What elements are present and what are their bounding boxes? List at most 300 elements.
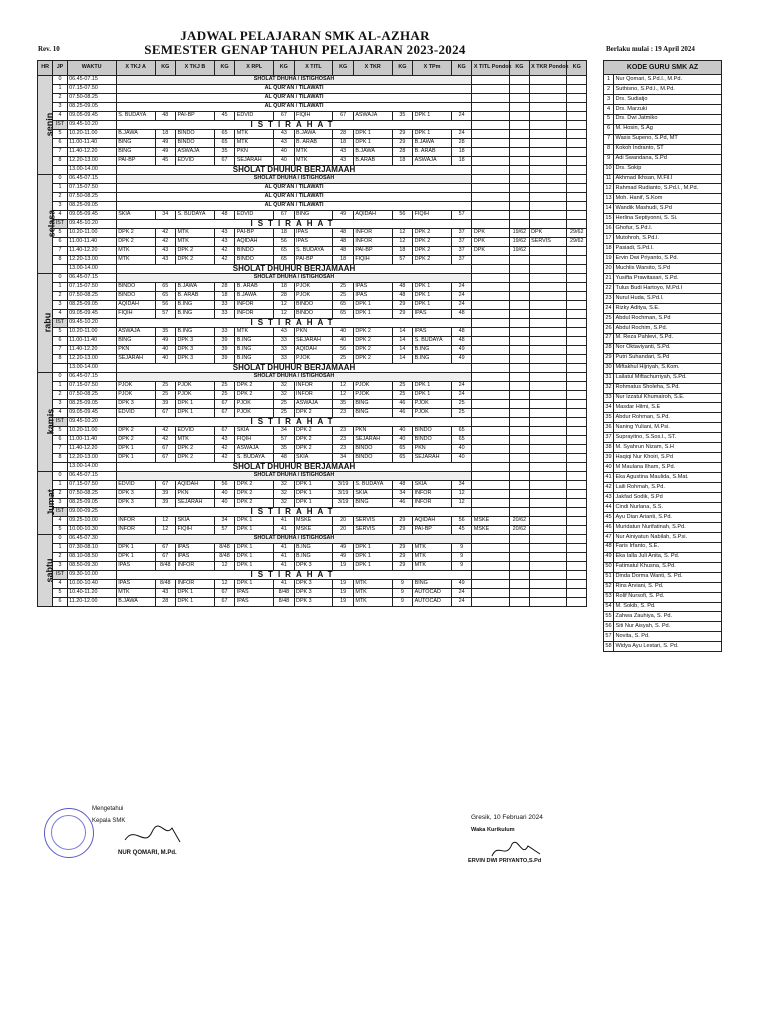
teacher-code-cell: 35: [214, 148, 234, 157]
teacher-code-cell: 12: [392, 229, 412, 238]
empty-cell: [472, 463, 510, 472]
teacher-name: Yusifta Prawitasari, S.Pd.: [614, 274, 722, 284]
teacher-name: Haqiqi Nur Khoiri, S.Pd: [614, 453, 722, 463]
subject-cell: B.ING: [175, 301, 214, 310]
subject-cell: [472, 355, 510, 364]
column-header: X TKJ A: [116, 61, 155, 76]
vice-name: ERVIN DWI PRIYANTO,S.Pd: [468, 858, 542, 864]
subject-cell: [472, 436, 510, 445]
subject-cell: INFOR: [235, 301, 274, 310]
teacher-code-cell: 35: [155, 328, 175, 337]
subject-cell: [472, 283, 510, 292]
subject-cell: DPK: [529, 229, 567, 238]
empty-cell: [510, 202, 529, 211]
teacher-code-cell: 65: [155, 283, 175, 292]
empty-cell: [529, 103, 567, 112]
schedule-row: [38, 292, 587, 301]
column-header: KG: [274, 61, 294, 76]
teacher-code-cell: 29/62: [567, 229, 587, 238]
teacher-code-cell: [567, 427, 587, 436]
subject-cell: [472, 337, 510, 346]
period-time: 07.15-07.50: [67, 283, 116, 292]
teacher-code-cell: 49: [155, 148, 175, 157]
empty-cell: [510, 571, 529, 580]
teacher-code-cell: 65: [274, 247, 294, 256]
teacher-name: Suthisno, S.Pd.I., M.Pd.: [614, 84, 722, 94]
teacher-name: Pasiadi, S.Pd.I.: [614, 244, 722, 254]
period-time: 11.00-11.40: [67, 436, 116, 445]
subject-cell: [529, 544, 567, 553]
subject-cell: DPK 1: [235, 562, 274, 571]
period-time: 11.20-12.00: [67, 598, 116, 607]
period-time: 11.40-12.20: [67, 445, 116, 454]
schedule-row: [38, 76, 587, 85]
subject-cell: PAI-BP: [116, 157, 155, 166]
teacher-code-title: KODE GURU SMK AZ: [604, 61, 722, 75]
teacher-code-cell: 67: [155, 544, 175, 553]
subject-cell: [529, 517, 567, 526]
teacher-code-cell: 19/62: [510, 247, 529, 256]
period-time: 06.45-07.15: [67, 274, 116, 283]
subject-cell: DPK 1: [294, 490, 333, 499]
teacher-code-cell: 18: [451, 157, 471, 166]
empty-cell: [510, 274, 529, 283]
subject-cell: ASWAJA: [175, 148, 214, 157]
subject-cell: ASWAJA: [353, 112, 392, 121]
period-time: 09.05-09.45: [67, 211, 116, 220]
empty-cell: [529, 463, 567, 472]
teacher-code-cell: [510, 301, 529, 310]
column-header: JP: [53, 61, 67, 76]
period-time: 13.00-14.00: [67, 463, 116, 472]
period-time: 09.05-09.45: [67, 409, 116, 418]
teacher-row: [604, 224, 722, 234]
subject-cell: B.ING: [235, 355, 274, 364]
teacher-code-cell: 67: [155, 553, 175, 562]
empty-cell: [529, 265, 567, 274]
teacher-number: 9: [604, 154, 614, 164]
subject-cell: DPK 2: [294, 436, 333, 445]
activity-cell: AL QUR'AN / TILAWATI: [116, 94, 472, 103]
subject-cell: DPK 1: [353, 310, 392, 319]
teacher-code-cell: 32: [274, 490, 294, 499]
period-time: 08.25-09.05: [67, 400, 116, 409]
empty-cell: [567, 319, 587, 328]
teacher-code-cell: 3/19: [333, 490, 353, 499]
teacher-row: [604, 333, 722, 343]
teacher-name: Abdul Rochman, S.Pd: [614, 313, 722, 323]
column-header: KG: [155, 61, 175, 76]
subject-cell: IPAS: [116, 562, 155, 571]
teacher-code-cell: [510, 211, 529, 220]
subject-cell: B.ARAB: [353, 157, 392, 166]
teacher-code-cell: [567, 355, 587, 364]
subject-cell: DPK 1: [116, 454, 155, 463]
teacher-code-cell: 34: [451, 481, 471, 490]
revision-label: Rev. 10: [38, 45, 60, 53]
teacher-code-cell: 48: [392, 292, 412, 301]
column-header: X RPL: [235, 61, 274, 76]
teacher-row: [604, 522, 722, 532]
subject-cell: [472, 598, 510, 607]
subject-cell: DPK 1: [235, 580, 274, 589]
empty-cell: [529, 193, 567, 202]
subject-cell: B.ING: [235, 346, 274, 355]
teacher-name: Adi Swandana, S.Pd: [614, 154, 722, 164]
period-time: 12.20-13.00: [67, 454, 116, 463]
empty-cell: [529, 571, 567, 580]
schedule-row: [38, 364, 587, 373]
schedule-row: [38, 94, 587, 103]
teacher-number: 6: [604, 124, 614, 134]
teacher-code-cell: [510, 481, 529, 490]
teacher-code-cell: 40: [274, 148, 294, 157]
teacher-row: [604, 214, 722, 224]
teacher-code-cell: [567, 409, 587, 418]
period-time: 13.00-14.00: [67, 166, 116, 175]
teacher-code-cell: 24: [451, 112, 471, 121]
teacher-code-cell: [510, 310, 529, 319]
subject-cell: AQIDAH: [413, 517, 452, 526]
teacher-code-cell: 28: [214, 283, 234, 292]
subject-cell: B.JAWA: [413, 139, 452, 148]
teacher-row: [604, 164, 722, 174]
subject-cell: PJOK: [116, 382, 155, 391]
subject-cell: [529, 580, 567, 589]
period-number: 0: [53, 472, 67, 481]
period-time: 07.50-08.25: [67, 490, 116, 499]
teacher-code-cell: 35: [274, 445, 294, 454]
schedule-row: [38, 436, 587, 445]
subject-cell: B. ARAB: [294, 139, 333, 148]
day-name: rabu: [42, 313, 53, 333]
teacher-code-cell: 65: [214, 139, 234, 148]
subject-cell: DPK 1: [116, 544, 155, 553]
empty-cell: [472, 94, 510, 103]
teacher-code-cell: 12: [333, 382, 353, 391]
subject-cell: PAI-BP: [175, 112, 214, 121]
subject-cell: DPK 1: [175, 409, 214, 418]
subject-cell: PKN: [235, 148, 274, 157]
schedule-row: [38, 418, 587, 427]
subject-cell: [529, 283, 567, 292]
teacher-name: Nur Qomari, S.Pd.I., M.Pd.: [614, 75, 722, 85]
schedule-row: [38, 517, 587, 526]
teacher-code-cell: 42: [214, 256, 234, 265]
teacher-name: Kokoh Indranto, ST: [614, 144, 722, 154]
empty-cell: [472, 571, 510, 580]
teacher-code-cell: 67: [333, 112, 353, 121]
teacher-number: 23: [604, 293, 614, 303]
subject-cell: [529, 157, 567, 166]
teacher-code-cell: 67: [214, 157, 234, 166]
subject-cell: INFOR: [353, 238, 392, 247]
teacher-number: 19: [604, 254, 614, 264]
teacher-code-cell: 23: [333, 427, 353, 436]
teacher-name: Rohmatus Sholeha, S.Pd.: [614, 383, 722, 393]
teacher-number: 54: [604, 602, 614, 612]
teacher-code-cell: 33: [274, 355, 294, 364]
teacher-name: Ghofur, S.Pd.I.: [614, 224, 722, 234]
subject-cell: EDVID: [116, 481, 155, 490]
teacher-name: Nor Oktaviyanti, S.Pd.: [614, 343, 722, 353]
subject-cell: DPK 2: [353, 346, 392, 355]
period-time: 07.50-08.25: [67, 391, 116, 400]
empty-cell: [529, 508, 567, 517]
period-time: 07.50-08.25: [67, 94, 116, 103]
activity-cell: ISTIRAHAT: [116, 319, 472, 328]
teacher-row: [604, 612, 722, 622]
empty-cell: [472, 220, 510, 229]
period-number: 4: [53, 517, 67, 526]
teacher-code-cell: [510, 445, 529, 454]
teacher-code-cell: 49: [333, 553, 353, 562]
subject-cell: BING: [116, 148, 155, 157]
period-number: 8: [53, 256, 67, 265]
teacher-code-cell: [567, 328, 587, 337]
teacher-code-cell: [567, 436, 587, 445]
teacher-code-cell: 25: [392, 382, 412, 391]
teacher-row: [604, 393, 722, 403]
subject-cell: [529, 112, 567, 121]
teacher-name: Miftakhul Hijriyah, S.Kom.: [614, 363, 722, 373]
empty-cell: [567, 166, 587, 175]
teacher-name: Muchlis Warsito, S.Pd: [614, 264, 722, 274]
schedule-row: [38, 229, 587, 238]
teacher-code-cell: [510, 130, 529, 139]
teacher-row: [604, 154, 722, 164]
activity-cell: AL QUR'AN / TILAWATI: [116, 103, 472, 112]
teacher-code-cell: 35: [333, 400, 353, 409]
subject-cell: DPK 1: [353, 553, 392, 562]
day-label: [38, 373, 56, 472]
activity-cell: SHOLAT DHUHA / ISTIGHOSAH: [116, 274, 472, 283]
teacher-name: Eka Ialla Juli Anita, S. Pd.: [614, 552, 722, 562]
teacher-row: [604, 274, 722, 284]
teacher-code-cell: 45: [451, 526, 471, 535]
subject-cell: SEJARAH: [413, 454, 452, 463]
period-time: 07.30-08.10: [67, 544, 116, 553]
subject-cell: [529, 490, 567, 499]
subject-cell: AQIDAH: [235, 238, 274, 247]
subject-cell: AQIDAH: [175, 481, 214, 490]
teacher-code-cell: 48: [333, 238, 353, 247]
empty-cell: [510, 103, 529, 112]
column-header: X TITL Pondok: [472, 61, 510, 76]
teacher-code-cell: 12: [155, 526, 175, 535]
teacher-number: 36: [604, 423, 614, 433]
teacher-number: 42: [604, 483, 614, 493]
subject-cell: BINDO: [116, 292, 155, 301]
page-title: JADWAL PELAJARAN SMK AL-AZHAR: [180, 28, 430, 43]
subject-cell: DPK 1: [413, 391, 452, 400]
day-label: [38, 76, 53, 175]
schedule-row: [38, 472, 587, 481]
subject-cell: DPK 3: [116, 499, 155, 508]
period-number: 1: [53, 85, 67, 94]
teacher-row: [604, 413, 722, 423]
subject-cell: [472, 139, 510, 148]
day-name: selasa: [46, 210, 57, 238]
subject-cell: DPK 1: [353, 130, 392, 139]
teacher-code-cell: 25: [214, 391, 234, 400]
subject-cell: DPK 1: [413, 130, 452, 139]
subject-cell: DPK 2: [413, 229, 452, 238]
column-header: KG: [510, 61, 529, 76]
subject-cell: [529, 436, 567, 445]
activity-cell: ISTIRAHAT: [116, 220, 472, 229]
teacher-name: Widya Ayu Lestari, S. Pd.: [614, 642, 722, 652]
period-time: 06.45-07.15: [67, 373, 116, 382]
teacher-name: Rolif Nursofi, S. Pd.: [614, 592, 722, 602]
subject-cell: AUTOCAD: [413, 598, 452, 607]
day-label: [38, 274, 53, 373]
teacher-code-cell: 37: [451, 256, 471, 265]
activity-cell: SHOLAT DHUHA / ISTIGHOSAH: [116, 373, 472, 382]
subject-cell: DPK 1: [353, 544, 392, 553]
subject-cell: SEJARAH: [175, 499, 214, 508]
teacher-code-cell: 24: [451, 391, 471, 400]
empty-cell: [567, 94, 587, 103]
activity-cell: AL QUR'AN / TILAWATI: [116, 184, 472, 193]
teacher-code-cell: 39: [214, 346, 234, 355]
teacher-row: [604, 433, 722, 443]
teacher-row: [604, 284, 722, 294]
teacher-code-cell: 39: [214, 337, 234, 346]
teacher-code-cell: 28: [155, 598, 175, 607]
period-number: 7: [53, 247, 67, 256]
empty-cell: [567, 508, 587, 517]
subject-cell: DPK 1: [175, 400, 214, 409]
activity-cell: SHOLAT DHUHA / ISTIGHOSAH: [116, 535, 472, 544]
schedule-row: [38, 544, 587, 553]
schedule-row: [38, 319, 587, 328]
teacher-name: Drs. Marzuki: [614, 104, 722, 114]
period-time: 09.25-10.00: [67, 517, 116, 526]
teacher-number: 34: [604, 403, 614, 413]
teacher-code-cell: [567, 589, 587, 598]
teacher-code-cell: [510, 562, 529, 571]
subject-cell: IPAS: [294, 238, 333, 247]
period-number: 0: [53, 76, 67, 85]
period-time: 09.05-09.45: [67, 310, 116, 319]
teacher-code-cell: [510, 436, 529, 445]
period-number: 7: [53, 346, 67, 355]
teacher-code-cell: 18: [392, 157, 412, 166]
teacher-code-cell: [510, 283, 529, 292]
teacher-name: Rizky Aditya, S.E.: [614, 303, 722, 313]
subject-cell: [472, 481, 510, 490]
subject-cell: [529, 445, 567, 454]
subject-cell: IPAS: [413, 328, 452, 337]
subject-cell: MTK: [175, 238, 214, 247]
teacher-code-cell: 12: [392, 238, 412, 247]
empty-cell: [529, 202, 567, 211]
period-number: [53, 166, 67, 175]
teacher-code-cell: 12: [451, 499, 471, 508]
teacher-code-cell: 24: [451, 382, 471, 391]
subject-cell: SERVIS: [353, 526, 392, 535]
teacher-code-cell: 43: [155, 256, 175, 265]
teacher-name: Ayu Dian Arianti, S.Pd.: [614, 512, 722, 522]
subject-cell: DPK: [472, 238, 510, 247]
teacher-row: [604, 473, 722, 483]
teacher-code-cell: 3/19: [333, 481, 353, 490]
schedule-row: [38, 184, 587, 193]
teacher-number: 13: [604, 194, 614, 204]
period-time: 07.15-07.50: [67, 184, 116, 193]
teacher-number: 52: [604, 582, 614, 592]
teacher-code-cell: 67: [155, 409, 175, 418]
teacher-code-cell: 25: [392, 391, 412, 400]
empty-cell: [529, 535, 567, 544]
teacher-code-cell: 48: [214, 211, 234, 220]
subject-cell: DPK 3: [116, 490, 155, 499]
subject-cell: S. BUDAYA: [294, 247, 333, 256]
teacher-code-cell: 40: [333, 337, 353, 346]
teacher-code-cell: 25: [451, 400, 471, 409]
subject-cell: MTK: [235, 130, 274, 139]
teacher-name: M. Hosin, S.Ag: [614, 124, 722, 134]
period-time: 06.45-07.30: [67, 535, 116, 544]
teacher-code-cell: [510, 139, 529, 148]
empty-cell: [567, 463, 587, 472]
teacher-code-cell: 12: [274, 310, 294, 319]
teacher-number: 28: [604, 343, 614, 353]
teacher-name: Suprayitno, S.Sos.I., ST.: [614, 433, 722, 443]
empty-cell: [567, 103, 587, 112]
period-number: 2: [53, 391, 67, 400]
activity-cell: SHOLAT DHUHUR BERJAMAAH: [116, 364, 472, 373]
teacher-code-cell: 49: [451, 580, 471, 589]
teacher-code-cell: 40: [451, 454, 471, 463]
subject-cell: [472, 157, 510, 166]
subject-cell: MTK: [116, 247, 155, 256]
period-number: 1: [53, 382, 67, 391]
period-number: 6: [53, 139, 67, 148]
subject-cell: DPK 3: [294, 589, 333, 598]
subject-cell: INFOR: [353, 229, 392, 238]
teacher-row: [604, 532, 722, 542]
empty-cell: [567, 85, 587, 94]
teacher-name: Abdur Rohman, S.Pd.: [614, 413, 722, 423]
teacher-number: 39: [604, 453, 614, 463]
empty-cell: [567, 364, 587, 373]
subject-cell: PJOK: [294, 355, 333, 364]
teacher-code-cell: 8/48: [155, 580, 175, 589]
empty-cell: [472, 265, 510, 274]
empty-cell: [529, 274, 567, 283]
teacher-code-cell: 67: [155, 481, 175, 490]
teacher-row: [604, 483, 722, 493]
empty-cell: [472, 193, 510, 202]
teacher-code-cell: 18: [214, 292, 234, 301]
teacher-code-cell: 42: [214, 445, 234, 454]
period-number: 5: [53, 589, 67, 598]
principal-title: Kepala SMK: [92, 818, 126, 824]
period-number: 0: [53, 175, 67, 184]
subject-cell: [529, 598, 567, 607]
teacher-code-cell: 37: [451, 229, 471, 238]
subject-cell: IPAS: [235, 598, 274, 607]
activity-cell: ISTIRAHAT: [116, 571, 472, 580]
teacher-code-cell: 12: [274, 301, 294, 310]
subject-cell: [529, 355, 567, 364]
teacher-name: Putri Suhandari, S.Pd: [614, 353, 722, 363]
subject-cell: DPK 3: [116, 400, 155, 409]
teacher-code-cell: 29: [392, 526, 412, 535]
subject-cell: INFOR: [235, 310, 274, 319]
